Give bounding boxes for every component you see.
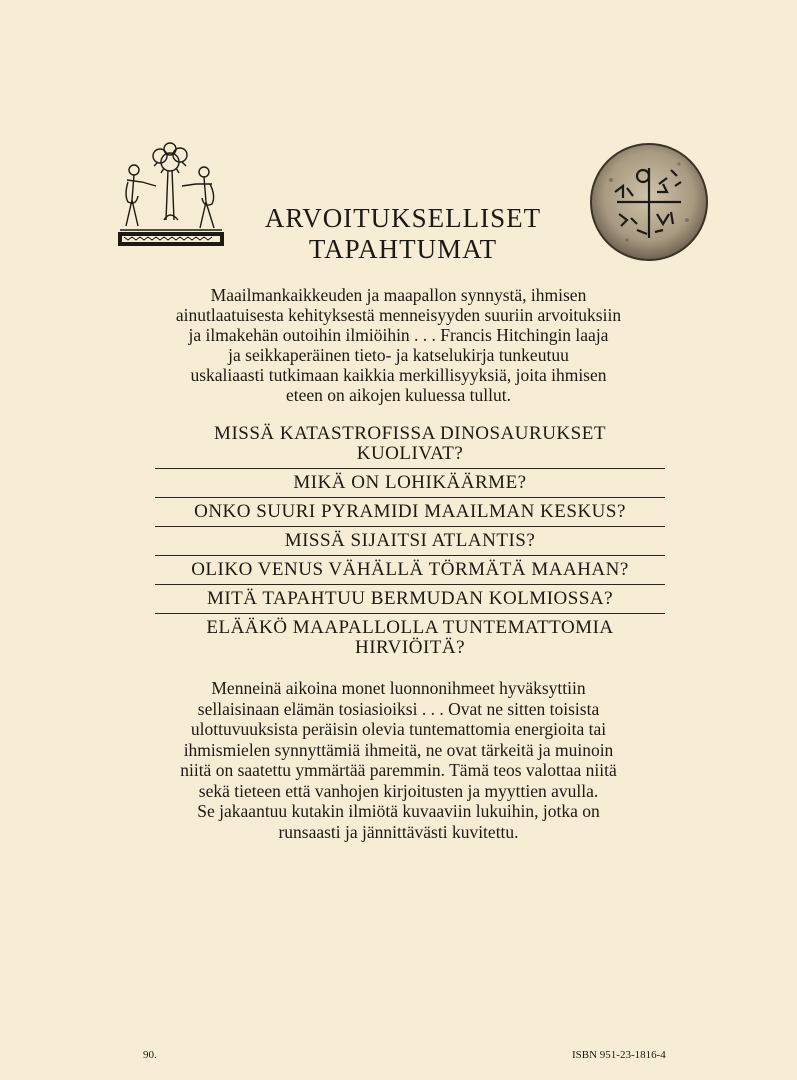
- question-line: OLIKO VENUS VÄHÄLLÄ TÖRMÄTÄ MAAHAN?: [191, 559, 629, 580]
- intro-line: eteen on aikojen kuluessa tullut.: [285, 385, 511, 405]
- intro-line: ja ilmakehän outoihin ilmiöihin . . . Francis Hitchingin laaja: [188, 325, 609, 345]
- outro-line: runsaasti ja jännittävästi kuvitettu.: [278, 821, 519, 842]
- question-item: [155, 498, 665, 527]
- outro-line: Se jakaantuu kutakin ilmiötä kuvaaviin lukuihin, jotka on: [197, 801, 600, 821]
- question-line: MITÄ TAPAHTUU BERMUDAN KOLMIOSSA?: [206, 588, 614, 609]
- price-code: 90.: [143, 1049, 157, 1061]
- page-title: [238, 203, 568, 265]
- question-line: ELÄÄKÖ MAAPALLOLLA TUNTEMATTOMIA: [206, 617, 614, 638]
- question-item: [155, 614, 665, 662]
- question-item: [155, 527, 665, 556]
- outro-line: sellaisinaan elämän tosiasioiksi . . . Ovat ne sitten toisista: [197, 698, 600, 719]
- questions-list: [155, 424, 665, 662]
- title-line-2: TAPAHTUMAT: [308, 234, 498, 264]
- outro-line: sekä tieteen että vanhojen kirjoitusten ja myyttien avulla.: [198, 780, 599, 801]
- title-line-1: ARVOITUKSELLISET: [264, 203, 542, 233]
- ancient-coin-symbols-icon: [587, 140, 711, 264]
- intro-line: ainutlaatuisesta kehityksestä menneisyyden suuriin arvoituksiin: [175, 305, 622, 325]
- question-line: MISSÄ KATASTROFISSA DINOSAURUKSET: [214, 423, 606, 444]
- question-item: [155, 585, 665, 614]
- question-line: HIRVIÖITÄ?: [354, 637, 466, 658]
- woodcut-two-figures-tree-icon: [112, 140, 230, 252]
- question-item: [155, 424, 665, 469]
- question-line: MISSÄ SIJAITSI ATLANTIS?: [284, 530, 536, 551]
- question-line: ONKO SUURI PYRAMIDI MAAILMAN KESKUS?: [194, 501, 626, 522]
- outro-line: ulottuvuuksista peräisin olevia tuntemattomia energioita tai: [190, 719, 607, 739]
- intro-line: ja seikkaperäinen tieto- ja katselukirja tunkeutuu: [228, 345, 569, 365]
- outro-line: ihmismielen synnyttämiä ihmeitä, ne ovat tärkeitä ja muinoin: [183, 739, 614, 760]
- question-line: KUOLIVAT?: [356, 443, 464, 464]
- outro-line: Menneinä aikoina monet luonnonihmeet hyväksyttiin: [211, 678, 586, 698]
- question-line: MIKÄ ON LOHIKÄÄRME?: [293, 472, 527, 493]
- intro-line: uskaliaasti tutkimaan kaikkia merkillisyyksiä, joita ihmisen: [190, 365, 607, 385]
- isbn-number: ISBN 951-23-1816-4: [572, 1049, 666, 1061]
- closing-paragraph: [130, 678, 667, 842]
- intro-line: Maailmankaikkeuden ja maapallon synnystä, ihmisen: [210, 285, 587, 305]
- intro-paragraph: [140, 285, 657, 405]
- question-item: [155, 556, 665, 585]
- question-item: [155, 469, 665, 498]
- outro-line: niitä on saatettu ymmärtää paremmin. Tämä teos valottaa niitä: [180, 760, 617, 780]
